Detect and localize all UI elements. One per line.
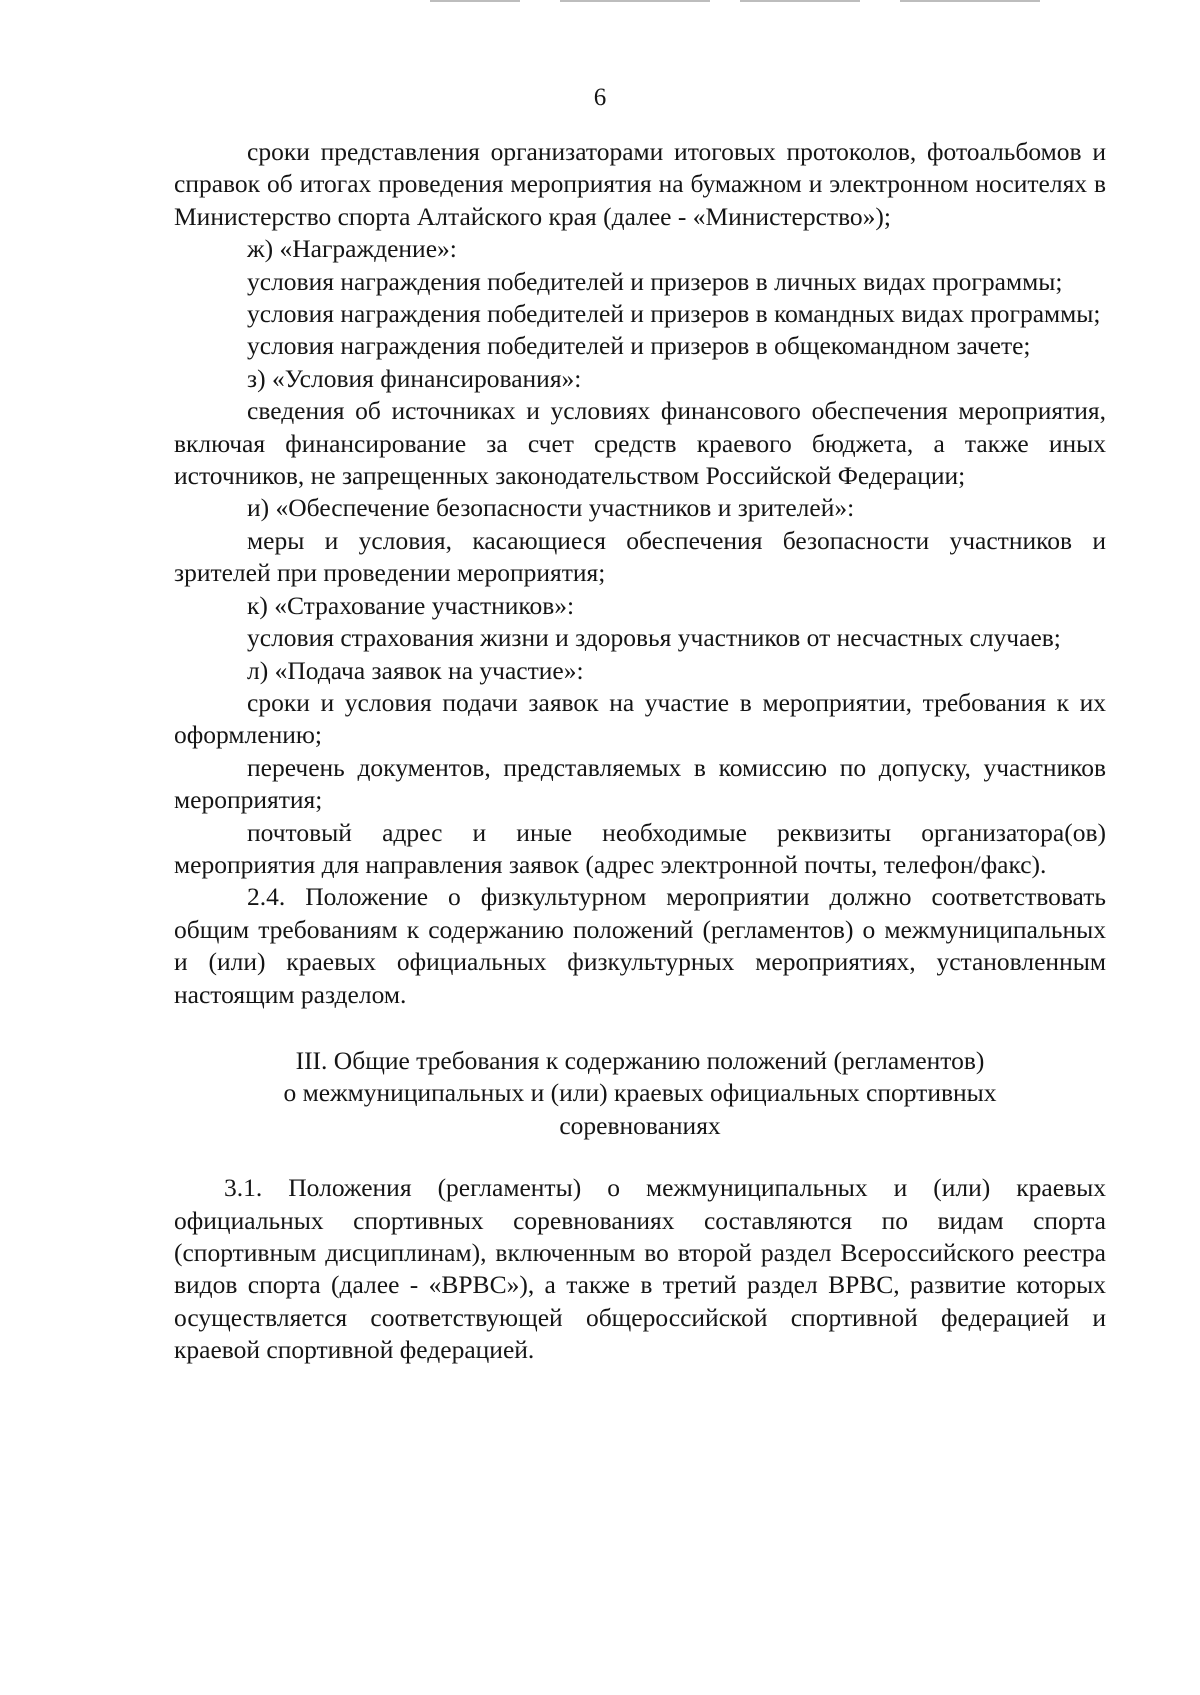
paragraph: л) «Подача заявок на участие»: bbox=[247, 655, 584, 685]
paragraph: 3.1. Положения (регламенты) о межмуниципальных и (или) краевых официальных спортивных соревнованиях составляются по видам спорта (спортивным дисциплинам), включенным во второй раздел Всероссийского реестра видов спорта (далее - «ВРВС»), а также в третий раздел ВРВС, развитие которых осуществляется соответствующей общероссийской спортивной федерацией и краевой спортивной федерацией. bbox=[174, 1173, 1106, 1365]
paragraph: условия награждения победителей и призеров в общекомандном зачете; bbox=[247, 331, 1031, 361]
section-heading bbox=[174, 1045, 1106, 1142]
paragraph: меры и условия, касающиеся обеспечения безопасности участников и зрителей при проведении мероприятия; bbox=[174, 525, 1106, 588]
paragraph: почтовый адрес и иные необходимые реквизиты организатора(ов) мероприятия для направления заявок (адрес электронной почты, телефон/факс). bbox=[174, 817, 1106, 879]
paragraph: з) «Условия финансирования»: bbox=[247, 363, 582, 393]
section-heading-line: о межмуниципальных и (или) краевых официальных спортивных bbox=[283, 1078, 997, 1108]
paragraph: условия награждения победителей и призеров в личных видах программы; bbox=[247, 266, 1063, 296]
section-heading-line: соревнованиях bbox=[559, 1110, 721, 1140]
paragraph: сроки представления организаторами итоговых протоколов, фотоальбомов и справок об итогах проведения мероприятия на бумажном и электронном носителях в Министерство спорта Алтайского края (далее - «Министерство»); bbox=[174, 137, 1106, 231]
scan-artifact bbox=[430, 0, 520, 2]
scan-artifact bbox=[740, 0, 860, 2]
paragraph: перечень документов, представляемых в комиссию по допуску, участников мероприятия; bbox=[174, 752, 1106, 815]
scan-artifact bbox=[560, 0, 710, 2]
scan-artifact bbox=[900, 0, 1040, 2]
page-number: 6 bbox=[593, 84, 607, 111]
paragraph: к) «Страхование участников»: bbox=[247, 590, 575, 620]
paragraph: условия награждения победителей и призеров в командных видах программы; bbox=[247, 299, 1101, 329]
section-heading-line: III. Общие требования к содержанию положений (регламентов) bbox=[295, 1045, 985, 1075]
paragraph: сведения об источниках и условиях финансового обеспечения мероприятия, включая финансирование за счет средств краевого бюджета, а также иных источников, не запрещенных законодательством Российской Федерации; bbox=[174, 396, 1106, 491]
paragraph: и) «Обеспечение безопасности участников и зрителей»: bbox=[247, 493, 855, 523]
paragraph: сроки и условия подачи заявок на участие в мероприятии, требования к их оформлению; bbox=[174, 687, 1106, 750]
paragraph: 2.4. Положение о физкультурном мероприятии должно соответствовать общим требованиям к содержанию положений (регламентов) о межмуниципальных и (или) краевых официальных физкультурных мероприятиях, установленным настоящим разделом. bbox=[174, 882, 1106, 1009]
paragraph: ж) «Награждение»: bbox=[247, 234, 457, 264]
document-body bbox=[174, 136, 1106, 1367]
paragraph: условия страхования жизни и здоровья участников от несчастных случаев; bbox=[247, 623, 1061, 653]
